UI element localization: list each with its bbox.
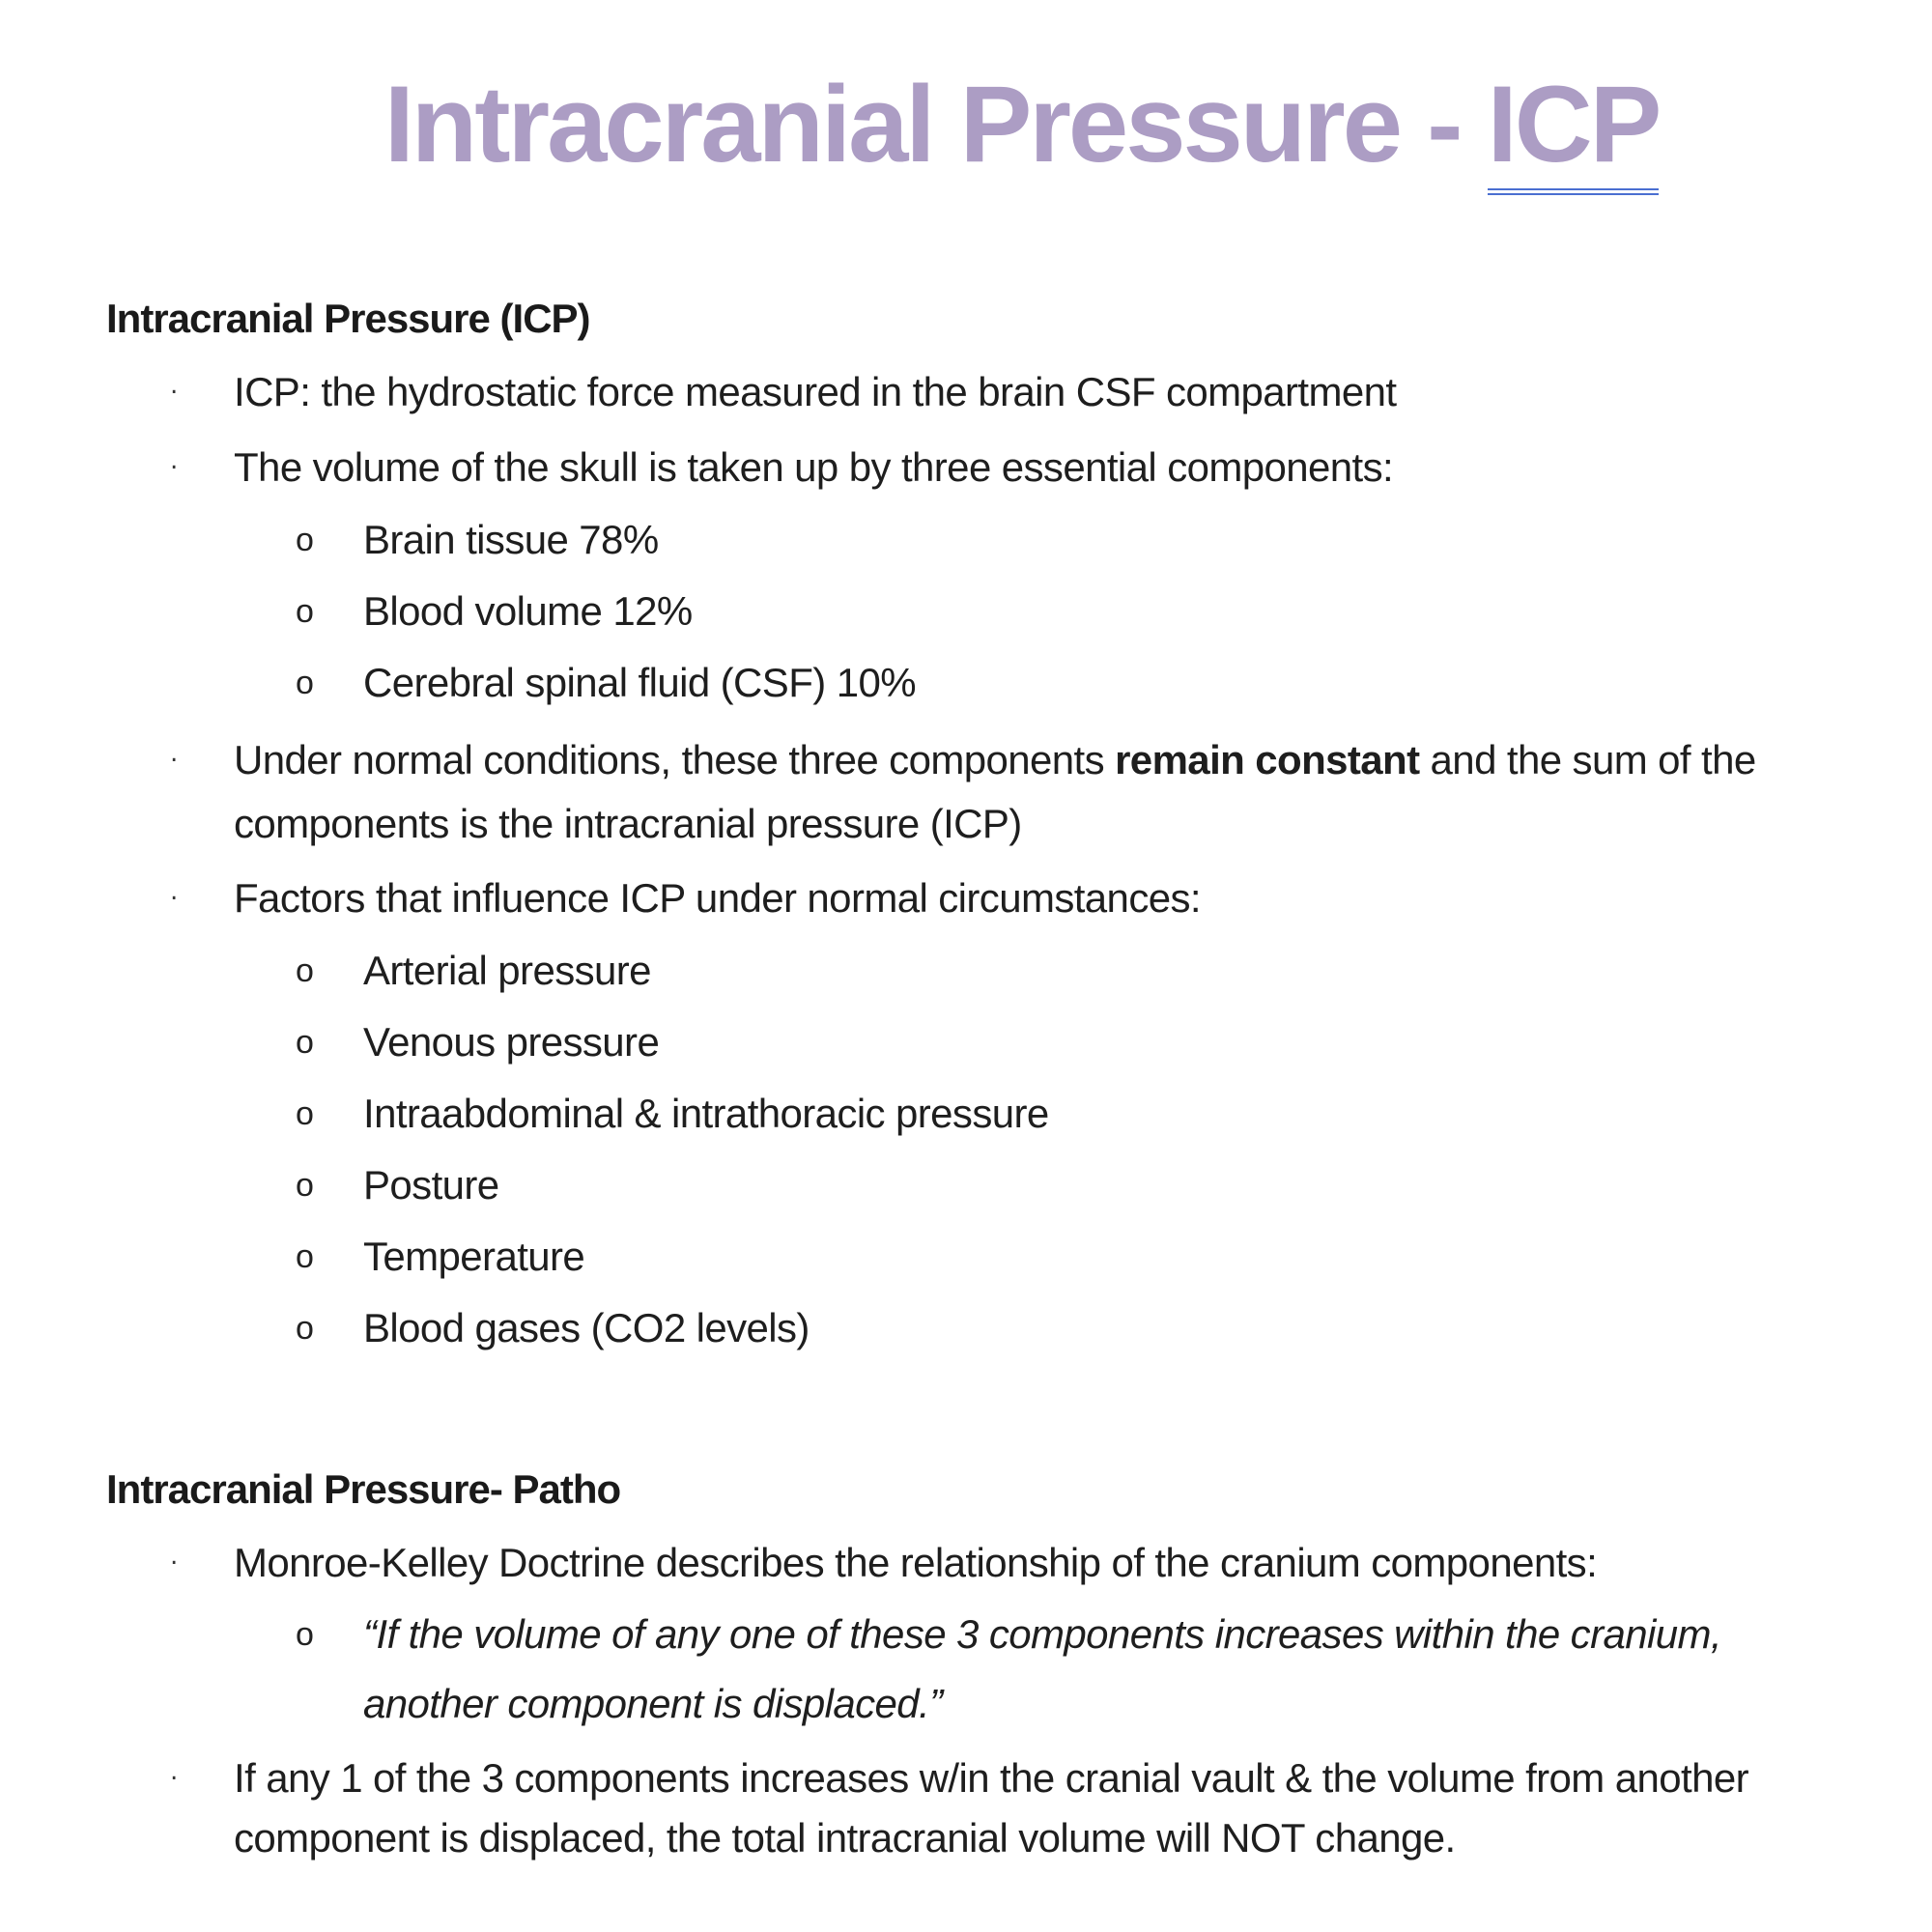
bullet-icon: ‧ — [170, 453, 178, 482]
circle-bullet-icon: o — [296, 1238, 314, 1275]
definition-text: ICP: the hydrostatic force measured in the brain CSF compartment — [234, 369, 1397, 414]
patho-bullet-list — [106, 1530, 1845, 1868]
factors-intro-text: Factors that influence ICP under normal circumstances: — [234, 875, 1201, 921]
doctrine-quote: “If the volume of any one of these 3 components increases within the cranium, another component is displaced.” — [363, 1611, 1721, 1726]
bullet-icon: ‧ — [170, 1764, 178, 1793]
displacement-text: If any 1 of the 3 components increases w/in the cranial vault & the volume from another component is displaced, the total intracranial volume will NOT change. — [234, 1755, 1748, 1861]
list-item-doctrine — [106, 1530, 1845, 1739]
sublist-item — [106, 1293, 1845, 1364]
bullet-icon: ‧ — [170, 746, 178, 775]
factor-blood-gases: Blood gases (CO2 levels) — [363, 1305, 810, 1350]
circle-bullet-icon: o — [296, 1616, 314, 1653]
component-csf: Cerebral spinal fluid (CSF) 10% — [363, 660, 916, 705]
page-title — [384, 62, 1660, 186]
icp-bullet-list — [106, 359, 1845, 1364]
title-container — [0, 62, 1932, 186]
factor-intraabdominal: Intraabdominal & intrathoracic pressure — [363, 1091, 1049, 1136]
factor-temperature: Temperature — [363, 1234, 585, 1279]
section-heading-patho: Intracranial Pressure- Patho — [106, 1466, 621, 1512]
sublist-item — [106, 1221, 1845, 1293]
component-blood-volume: Blood volume 12% — [363, 588, 693, 634]
factors-sublist — [106, 935, 1845, 1364]
constant-text-post: and the sum of the components is the intracranial pressure (ICP) — [234, 737, 1756, 846]
constant-text-pre: Under normal conditions, these three components — [234, 737, 1116, 782]
sublist-item — [106, 647, 1845, 719]
component-brain-tissue: Brain tissue 78% — [363, 517, 659, 562]
list-item-constant — [106, 728, 1845, 856]
circle-bullet-icon: o — [296, 593, 314, 630]
circle-bullet-icon: o — [296, 952, 314, 989]
list-item-components — [106, 435, 1845, 719]
factor-arterial: Arterial pressure — [363, 948, 651, 993]
factor-posture: Posture — [363, 1162, 499, 1208]
sublist-item — [106, 576, 1845, 647]
section-heading-icp: Intracranial Pressure (ICP) — [106, 296, 590, 341]
sublist-item — [106, 1150, 1845, 1221]
title-abbreviation: ICP — [1488, 64, 1660, 195]
list-item-factors — [106, 866, 1845, 1364]
list-item-definition — [106, 359, 1845, 425]
circle-bullet-icon: o — [296, 1310, 314, 1347]
circle-bullet-icon: o — [296, 665, 314, 701]
constant-text-bold: remain constant — [1115, 737, 1420, 782]
title-main-text: Intracranial Pressure - — [384, 64, 1488, 185]
bullet-icon: ‧ — [170, 1548, 178, 1577]
bullet-icon: ‧ — [170, 378, 178, 407]
components-sublist — [106, 504, 1845, 719]
circle-bullet-icon: o — [296, 1024, 314, 1061]
components-intro-text: The volume of the skull is taken up by three essential components: — [234, 444, 1394, 490]
circle-bullet-icon: o — [296, 522, 314, 558]
circle-bullet-icon: o — [296, 1095, 314, 1132]
sublist-item — [106, 1007, 1845, 1078]
section-icp — [106, 290, 1845, 1374]
circle-bullet-icon: o — [296, 1167, 314, 1204]
factor-venous: Venous pressure — [363, 1019, 660, 1065]
list-item-displacement — [106, 1748, 1845, 1868]
sublist-item — [106, 504, 1845, 576]
sublist-item — [106, 935, 1845, 1007]
doctrine-intro-text: Monroe-Kelley Doctrine describes the relationship of the cranium components: — [234, 1540, 1598, 1585]
bullet-icon: ‧ — [170, 884, 178, 913]
sublist-item — [106, 1600, 1845, 1739]
sublist-item — [106, 1078, 1845, 1150]
section-patho — [106, 1461, 1845, 1878]
doctrine-sublist — [106, 1600, 1845, 1739]
